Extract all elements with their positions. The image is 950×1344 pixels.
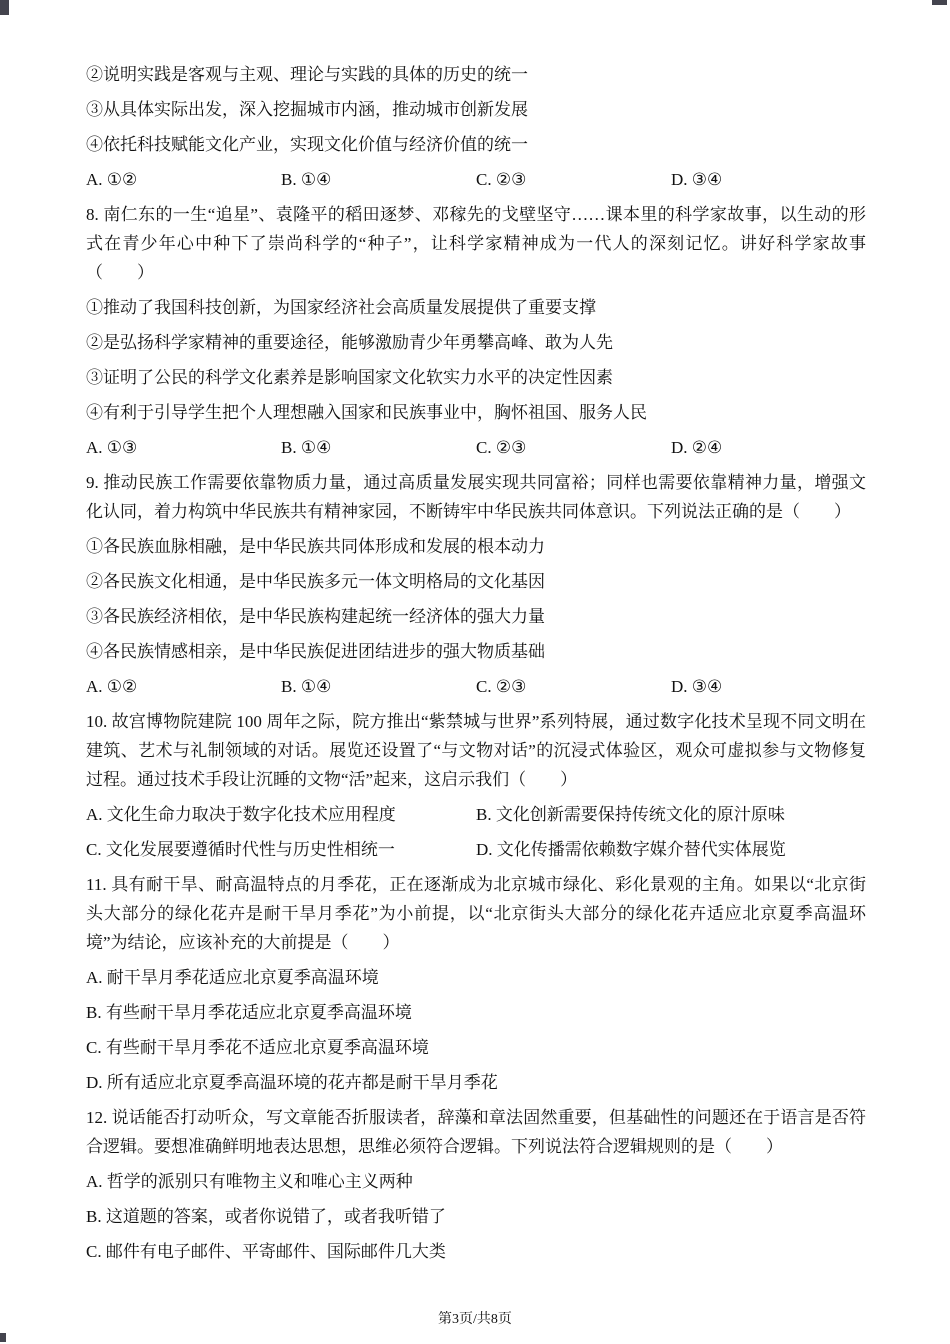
answer-option: D. ③④ (671, 677, 723, 696)
answer-option: B. ①④ (281, 677, 332, 696)
answer-option: A. 文化生命力取决于数字化技术应用程度 (86, 805, 396, 824)
options-row (86, 433, 866, 462)
text-line: ③证明了公民的科学文化素养是影响国家文化软实力水平的决定性因素 (86, 368, 613, 387)
question-stem: 10. 故宫博物院建院 100 周年之际，院方推出“紫禁城与世界”系列特展，通过数字化技术呈现不同文明在建筑、艺术与礼制领域的对话。展览还设置了“与文物对话”的沉浸式体验区，观众可虚拟参与文物修复过程。通过技术手段让沉睡的文物“活”起来，这启示我们（ ） (86, 712, 866, 789)
answer-option: C. 文化发展要遵循时代性与历史性相统一 (86, 840, 395, 859)
answer-option: C. ②③ (476, 170, 527, 189)
options-row (86, 800, 866, 829)
answer-option: C. ②③ (476, 438, 527, 457)
question-stem: 11. 具有耐干旱、耐高温特点的月季花，正在逐渐成为北京城市绿化、彩化景观的主角。如果以“北京街头大部分的绿化花卉是耐干旱月季花”为小前提，以“北京街头大部分的绿化花卉适应北京夏季高温环境”为结论，应该补充的大前提是（ ） (86, 875, 866, 952)
scan-artifact-bottom-left (0, 1333, 6, 1342)
exam-page-content (86, 60, 866, 1272)
text-line: ②说明实践是客观与主观、理论与实践的具体的历史的统一 (86, 65, 528, 84)
text-line: C. 有些耐干旱月季花不适应北京夏季高温环境 (86, 1038, 429, 1057)
text-line: ①各民族血脉相融，是中华民族共同体形成和发展的根本动力 (86, 537, 545, 556)
answer-option: B. 文化创新需要保持传统文化的原汁原味 (476, 805, 785, 824)
text-line: ①推动了我国科技创新，为国家经济社会高质量发展提供了重要支撑 (86, 298, 596, 317)
options-row (86, 672, 866, 701)
text-line: ④有利于引导学生把个人理想融入国家和民族事业中，胸怀祖国、服务人民 (86, 403, 647, 422)
answer-option: B. ①④ (281, 438, 332, 457)
text-line: A. 耐干旱月季花适应北京夏季高温环境 (86, 968, 379, 987)
text-line: B. 有些耐干旱月季花适应北京夏季高温环境 (86, 1003, 412, 1022)
text-line: ④依托科技赋能文化产业，实现文化价值与经济价值的统一 (86, 135, 528, 154)
answer-option: D. ②④ (671, 438, 723, 457)
text-line: ③各民族经济相依，是中华民族构建起统一经济体的强大力量 (86, 607, 545, 626)
scan-artifact-top-left (0, 0, 9, 15)
text-line: C. 邮件有电子邮件、平寄邮件、国际邮件几大类 (86, 1242, 446, 1261)
page-number-footer: 第3页/共8页 (438, 1312, 512, 1327)
text-line: ③从具体实际出发，深入挖掘城市内涵，推动城市创新发展 (86, 100, 528, 119)
question-stem: 8. 南仁东的一生“追星”、袁隆平的稻田逐梦、邓稼先的戈壁坚守……课本里的科学家故事，以生动的形式在青少年心中种下了崇尚科学的“种子”，让科学家精神成为一代人的深刻记忆。讲好科学家故事（ ） (86, 205, 866, 282)
answer-option: B. ①④ (281, 170, 332, 189)
text-line: ②各民族文化相通，是中华民族多元一体文明格局的文化基因 (86, 572, 545, 591)
answer-option: D. 文化传播需依赖数字媒介替代实体展览 (476, 840, 786, 859)
text-line: B. 这道题的答案，或者你说错了，或者我听错了 (86, 1207, 446, 1226)
question-stem: 12. 说话能否打动听众，写文章能否折服读者，辞藻和章法固然重要，但基础性的问题还在于语言是否符合逻辑。要想准确鲜明地表达思想，思维必须符合逻辑。下列说法符合逻辑规则的是（ ） (86, 1108, 866, 1156)
text-line: ④各民族情感相亲，是中华民族促进团结进步的强大物质基础 (86, 642, 545, 661)
answer-option: C. ②③ (476, 677, 527, 696)
text-line: D. 所有适应北京夏季高温环境的花卉都是耐干旱月季花 (86, 1073, 498, 1092)
text-line: ②是弘扬科学家精神的重要途径，能够激励青少年勇攀高峰、敢为人先 (86, 333, 613, 352)
text-line: A. 哲学的派别只有唯物主义和唯心主义两种 (86, 1172, 413, 1191)
options-row (86, 165, 866, 194)
answer-option: D. ③④ (671, 170, 723, 189)
answer-option: A. ①② (86, 170, 138, 189)
scan-artifact-top-right (932, 0, 947, 5)
answer-option: A. ①② (86, 677, 138, 696)
answer-option: A. ①③ (86, 438, 138, 457)
question-stem: 9. 推动民族工作需要依靠物质力量，通过高质量发展实现共同富裕；同样也需要依靠精神力量，增强文化认同，着力构筑中华民族共有精神家园，不断铸牢中华民族共同体意识。下列说法正确的是（ ） (86, 473, 866, 521)
options-row (86, 835, 866, 864)
